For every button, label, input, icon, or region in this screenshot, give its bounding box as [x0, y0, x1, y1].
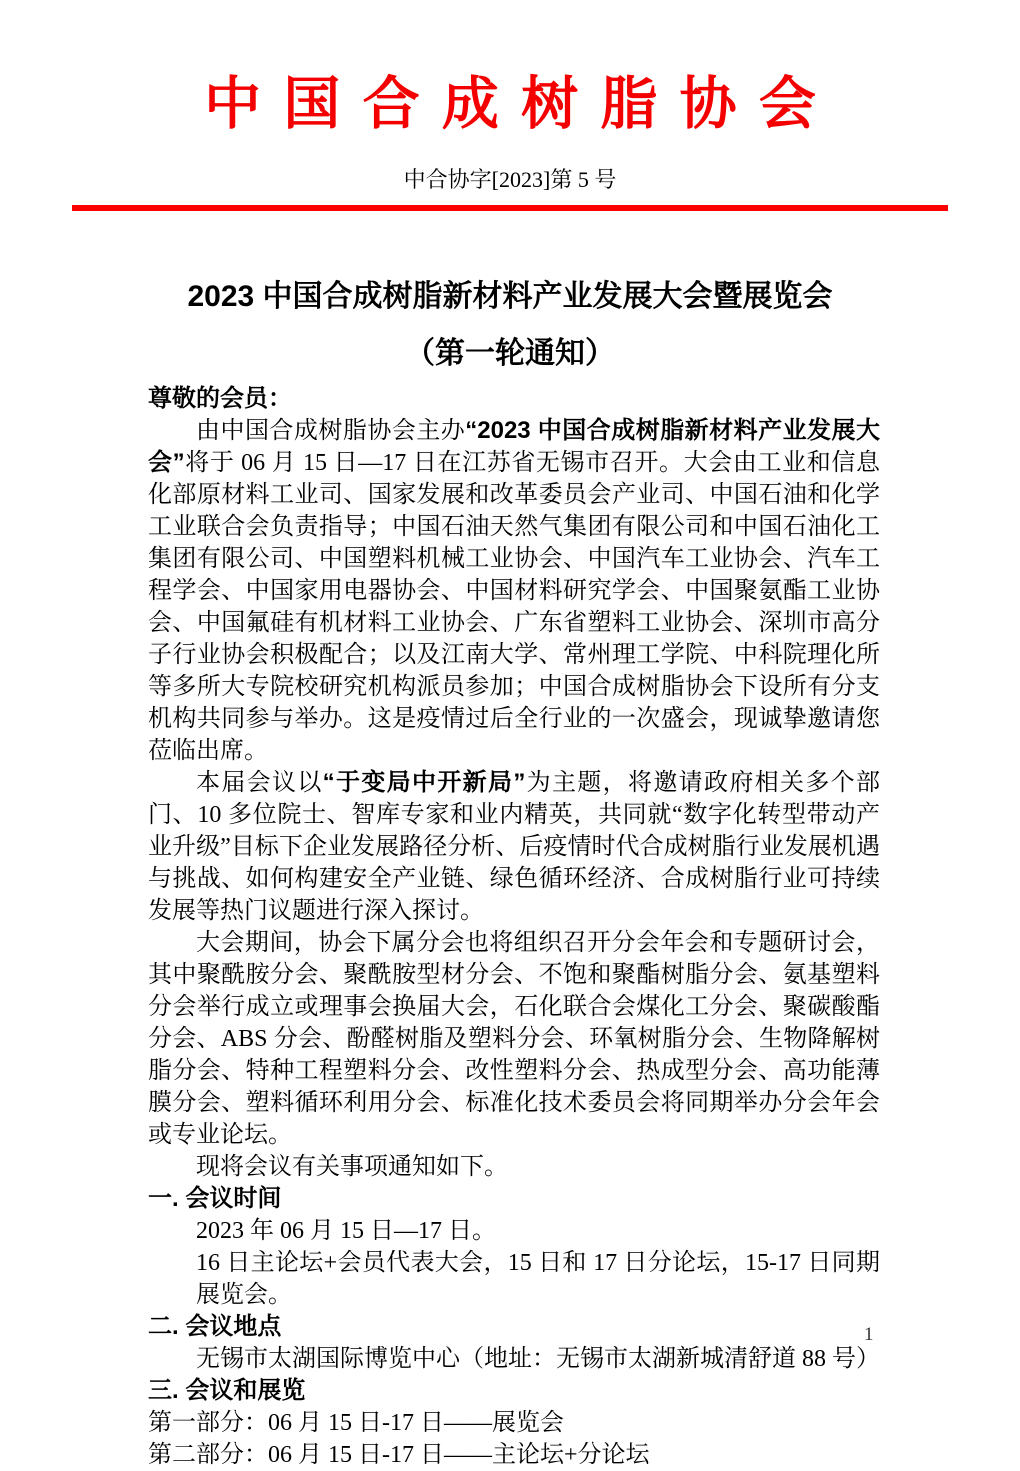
meeting-time-dates: 2023 年 06 月 15 日—17 日。 — [196, 1218, 496, 1244]
notice-title: 2023 中国合成树脂新材料产业发展大会暨展览会 — [187, 280, 833, 313]
salutation: 尊敬的会员： — [148, 385, 292, 412]
paragraph-theme-text: 本届会议以 — [196, 770, 323, 796]
section-meeting-time-heading: 一. 会议时间 — [148, 1185, 282, 1212]
paragraph-notice-lead: 现将会议有关事项通知如下。 — [196, 1154, 508, 1180]
letterhead — [0, 0, 1020, 211]
conference-name-bold: “2023 中国合成树脂新材料产业发展大会” — [148, 417, 881, 476]
section-meeting-exhibition-heading: 三. 会议和展览 — [148, 1377, 306, 1404]
meeting-time-schedule: 16 日主论坛+会员代表大会，15 日和 17 日分论坛，15-17 日同期展览会。 — [196, 1250, 880, 1308]
exhibition-part-one: 第一部分：06 月 15 日-17 日——展览会 — [148, 1410, 564, 1436]
section-meeting-venue — [148, 1311, 880, 1375]
notice-content — [148, 383, 880, 1471]
exhibition-part-two: 第二部分：06 月 15 日-17 日——主论坛+分论坛 — [148, 1442, 650, 1468]
paragraph-intro-text: 由中国合成树脂协会主办 — [196, 418, 466, 444]
section-meeting-venue-heading: 二. 会议地点 — [148, 1313, 282, 1340]
paragraph-branches: 大会期间，协会下属分会也将组织召开分会年会和专题研讨会，其中聚酰胺分会、聚酰胺型材分会、不饱和聚酯树脂分会、氨基塑料分会举行成立或理事会换届大会，石化联合会煤化工分会、聚碳酸酯分会、ABS 分会、酚醛树脂及塑料分会、环氧树脂分会、生物降解树脂分会、特种工程塑料分会、改性塑料分会、热成型分会、高功能薄膜分会、塑料循环利用分会、标准化技术委员会将同期举办分会年会或专业论坛。 — [148, 930, 880, 1148]
conference-theme-bold: “于变局中开新局” — [322, 769, 526, 796]
paragraph-intro — [148, 415, 880, 767]
section-meeting-exhibition — [148, 1375, 880, 1471]
notice-subtitle: （第一轮通知） — [405, 337, 615, 370]
org-title: 中 国 合 成 树 脂 协 会 — [204, 73, 816, 136]
meeting-venue-address: 无锡市太湖国际博览中心（地址：无锡市太湖新城清舒道 88 号） — [196, 1346, 880, 1372]
page-number: 1 — [864, 1324, 874, 1345]
paragraph-theme-rest: 为主题，将邀请政府相关多个部门、10 多位院士、智库专家和业内精英，共同就“数字化转型带动产业升级”目标下企业发展路径分析、后疫情时代合成树脂行业发展机遇与挑战、如何构建安全产业链、绿色循环经济、合成树脂行业可持续发展等热门议题进行深入探讨。 — [148, 770, 881, 924]
paragraph-intro-rest: 将于 06 月 15 日—17 日在江苏省无锡市召开。大会由工业和信息化部原材料工业司、国家发展和改革委员会产业司、中国石油和化学工业联合会负责指导；中国石油天然气集团有限公司和中国石油化工集团有限公司、中国塑料机械工业协会、中国汽车工业协会、汽车工程学会、中国家用电器协会、中国材料研究学会、中国聚氨酯工业协会、中国氟硅有机材料工业协会、广东省塑料工业协会、深圳市高分子行业协会积极配合；以及江南大学、常州理工学院、中科院理化所等多所大专院校研究机构派员参加；中国合成树脂协会下设所有分支机构共同参与举办。这是疫情过后全行业的一次盛会，现诚挚邀请您莅临出席。 — [148, 450, 881, 764]
paragraph-theme — [148, 767, 880, 927]
doc-number: 中合协字[2023]第 5 号 — [403, 167, 617, 192]
section-meeting-time — [148, 1183, 880, 1311]
notice-body — [0, 280, 1020, 1471]
letterhead-divider — [72, 205, 948, 211]
